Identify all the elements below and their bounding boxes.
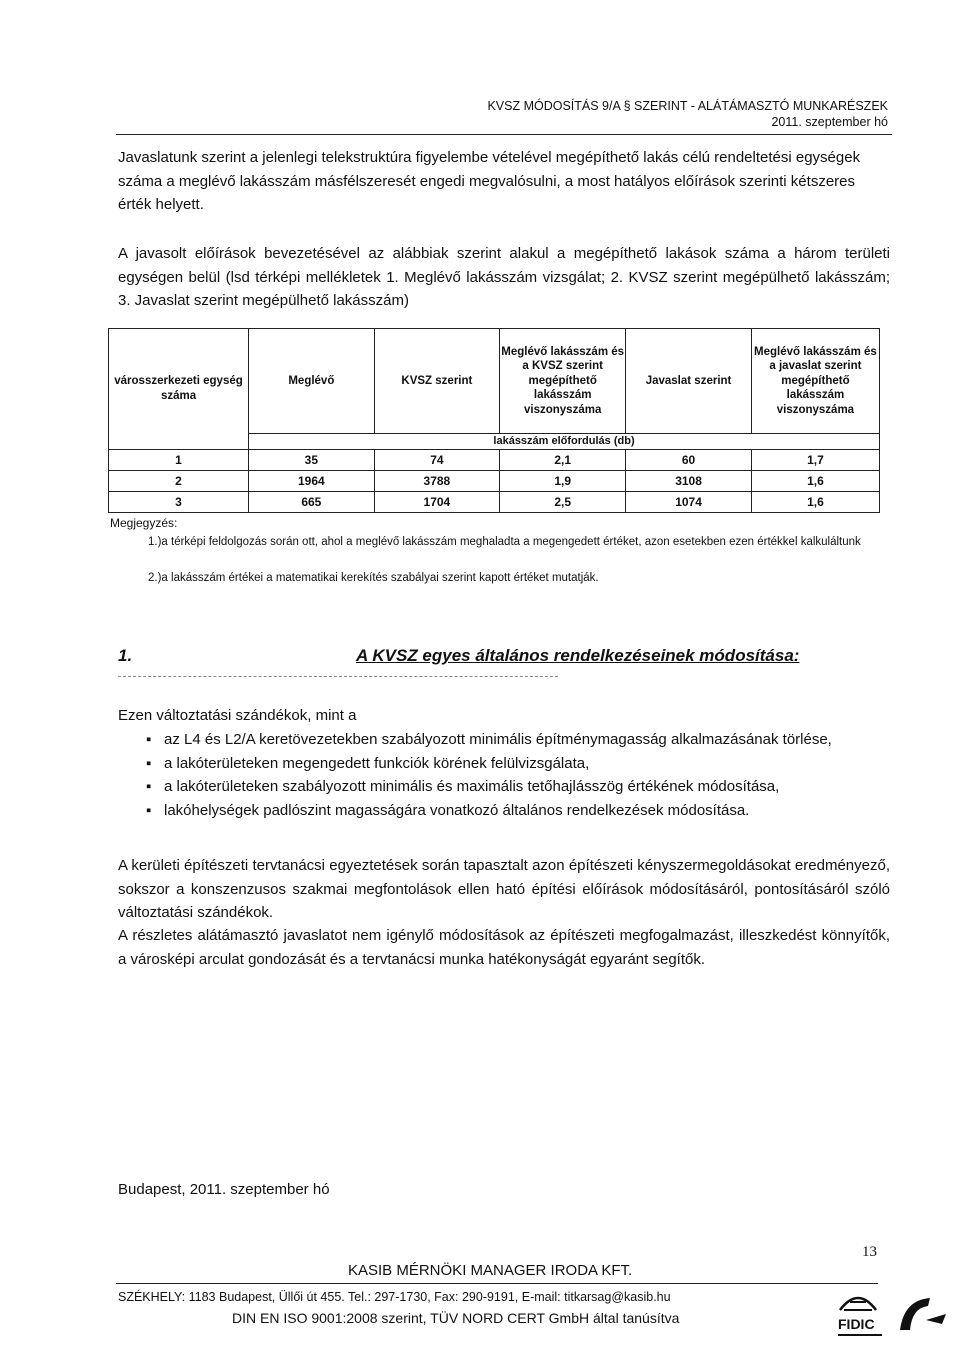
cell-kvsz: 3788 [374, 470, 499, 491]
col-header-unit: városszerkezeti egység száma [109, 329, 249, 450]
bullet-icon: ▪ [146, 778, 152, 795]
body-lead: Ezen változtatási szándékok, mint a [118, 707, 357, 724]
footer-company: KASIB MÉRNÖKI MANAGER IRODA KFT. [348, 1262, 633, 1279]
section-divider [118, 676, 558, 677]
note-2: 2.)a lakásszám értékei a matematikai kerekítés szabályai szerint kapott értéket mutatják. [148, 572, 599, 584]
page-number: 13 [862, 1244, 877, 1260]
cell-ratio-proposal: 1,6 [751, 470, 879, 491]
table-row [109, 491, 880, 512]
cell-proposal: 3108 [626, 470, 752, 491]
list-item [118, 728, 890, 752]
table-row [109, 470, 880, 491]
list-item [118, 775, 890, 799]
cell-proposal: 60 [626, 449, 752, 470]
list-item-text: a lakóterületeken megengedett funkciók körének felülvizsgálata, [164, 754, 590, 772]
section-title: A KVSZ egyes általános rendelkezéseinek módosítása: [356, 646, 800, 665]
unit-label: lakásszám előfordulás (db) [249, 434, 880, 450]
bullet-icon: ▪ [146, 731, 152, 748]
cell-unit: 1 [109, 449, 249, 470]
footer-divider [116, 1283, 878, 1284]
cell-kvsz: 74 [374, 449, 499, 470]
signoff-date: Budapest, 2011. szeptember hó [118, 1181, 330, 1198]
body-paragraph-3: A kerületi építészeti tervtanácsi egyeztetések során tapasztalt azon építészeti kényszermegoldásokat eredményező, sokszor a konszenzusos szakmai megfontolások ellen ható építési előírások módosításáról, pontosításáról szóló változtatási szándékok. [118, 857, 890, 921]
bullet-icon: ▪ [146, 754, 152, 772]
document-header-title: KVSZ MÓDOSÍTÁS 9/A § SZERINT - ALÁTÁMASZTÓ MUNKARÉSZEK [487, 99, 888, 113]
col-header-existing: Meglévő [249, 329, 375, 434]
cell-ratio-kvsz: 2,5 [500, 491, 626, 512]
intro-paragraph-1: Javaslatunk szerint a jelenlegi telekstruktúra figyelembe vételével megépíthető lakás célú rendeltetési egységek száma a meglévő lakásszám másfélszeresét engedi megvalósulni, a most hatályos előírások szerinti kétszeres érték helyett. [118, 149, 861, 213]
cell-ratio-kvsz: 2,1 [500, 449, 626, 470]
cell-kvsz: 1704 [374, 491, 499, 512]
notes-title: Megjegyzés: [110, 516, 178, 530]
cell-existing: 1964 [249, 470, 375, 491]
list-item-text: az L4 és L2/A keretövezetekben szabályozott minimális építménymagasság alkalmazásának törlése, [164, 731, 832, 748]
cell-ratio-proposal: 1,6 [751, 491, 879, 512]
cell-ratio-kvsz: 1,9 [500, 470, 626, 491]
cell-ratio-proposal: 1,7 [751, 449, 879, 470]
cell-unit: 3 [109, 491, 249, 512]
list-item [118, 799, 890, 823]
logo-text: FIDIC [838, 1316, 875, 1332]
cell-proposal: 1074 [626, 491, 752, 512]
list-item-text: a lakóterületeken szabályozott minimális és maximális tetőhajlásszög értékének módosítása, [164, 778, 780, 795]
document-header-date: 2011. szeptember hó [771, 115, 888, 129]
col-header-proposal: Javaslat szerint [626, 329, 752, 434]
cell-existing: 665 [249, 491, 375, 512]
note-1: 1.)a térképi feldolgozás során ott, ahol a meglévő lakásszám meghaladta a megengedett értéket, azon esetekben ezen értékkel kalkuláltunk [148, 536, 861, 548]
col-header-kvsz: KVSZ szerint [374, 329, 499, 434]
body-paragraph-4: A részletes alátámasztó javaslatot nem igénylő módosítások az építészeti megfogalmazást, illeszkedést könnyítők, a városképi arculat gondozását és a tervtanácsi munka hatékonyságát egyaránt segítők. [118, 927, 890, 968]
footer-cert: DIN EN ISO 9001:2008 szerint, TÜV NORD CERT GmbH által tanúsítva [232, 1310, 680, 1326]
table-row [109, 449, 880, 470]
intro-paragraph-2: A javasolt előírások bevezetésével az alábbiak szerint alakul a megépíthető lakások száma a három területi egységen belül (lsd térképi mellékletek 1. Meglévő lakásszám vizsgálat; 2. KVSZ szerint megépülhető lakásszám; 3. Javaslat szerint megépülhető lakásszám) [118, 245, 890, 309]
list-item-text: lakóhelységek padlószint magasságára vonatkozó általános rendelkezések módosítása. [164, 801, 750, 819]
footer-address: SZÉKHELY: 1183 Budapest, Üllői út 455. Tel.: 297-1730, Fax: 290-9191, E-mail: titkarsag@kasib.hu [118, 1290, 671, 1304]
housing-count-table [108, 328, 880, 513]
col-header-ratio-proposal: Meglévő lakásszám és a javaslat szerint megépíthető lakásszám viszonyszáma [751, 329, 879, 434]
header-divider [116, 134, 892, 135]
bullet-icon: ▪ [146, 801, 152, 819]
fidic-logo-icon [830, 1282, 950, 1349]
list-item [118, 752, 890, 776]
cell-existing: 35 [249, 449, 375, 470]
cell-unit: 2 [109, 470, 249, 491]
change-list [118, 728, 890, 822]
section-number: 1. [118, 646, 133, 665]
col-header-ratio-kvsz: Meglévő lakásszám és a KVSZ szerint megépíthető lakásszám viszonyszáma [500, 329, 626, 434]
